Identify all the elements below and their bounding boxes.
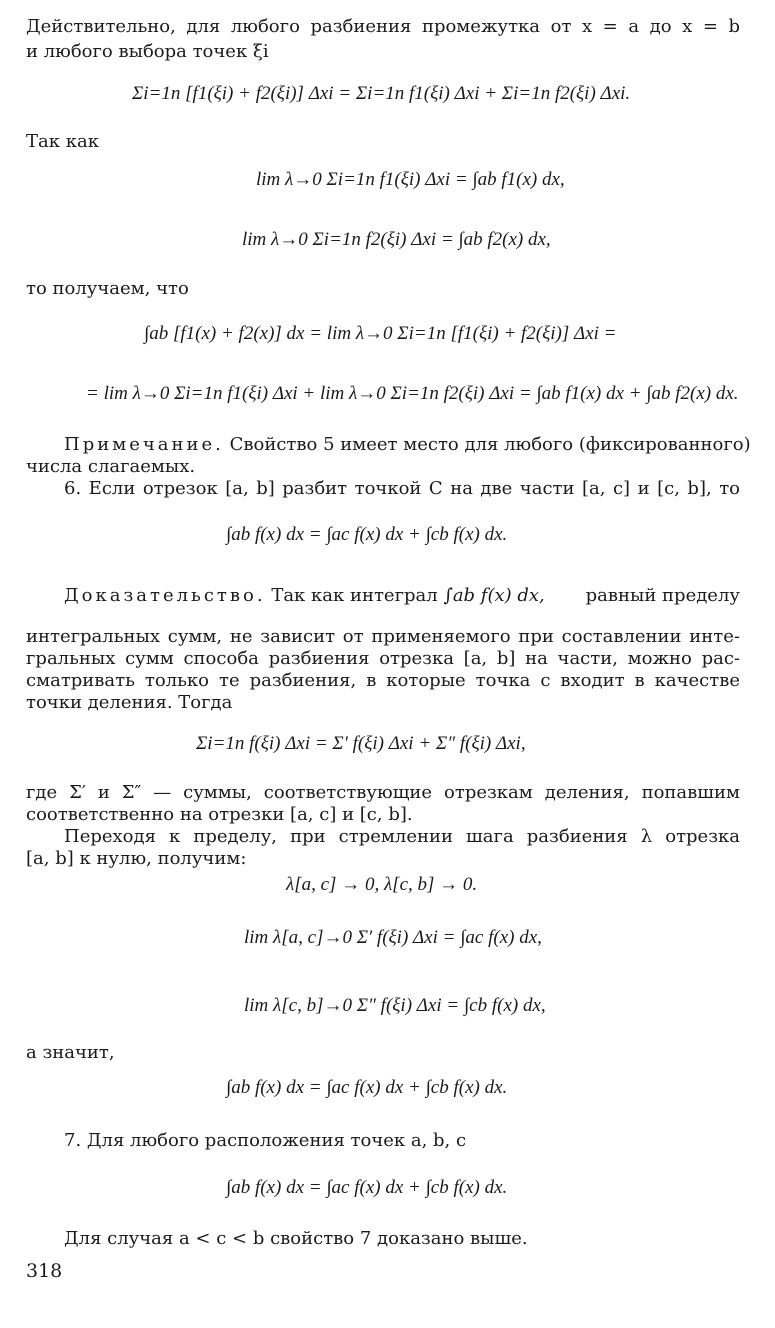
limit-line-1: Переходя к пределу, при стремлении шага разбиения λ отрезка	[64, 826, 740, 847]
property-6-equation: ∫ab f(x) dx = ∫ac f(x) dx + ∫cb f(x) dx.	[226, 524, 508, 545]
intro-line-1: Действительно, для любого разбиения промежутка от x = a до x = b	[26, 16, 740, 37]
note-line-2: числа слагаемых.	[26, 456, 196, 477]
equation-result-line-1: ∫ab [f1(x) + f2(x)] dx = lim λ→0 Σi=1n [f1(ξi) + f2(ξi)] Δxi =	[144, 323, 617, 344]
where-line-2: соответственно на отрезки [a, c] и [c, b].	[26, 804, 413, 825]
closing-line: Для случая a < c < b свойство 7 доказано выше.	[64, 1228, 528, 1249]
proof-line-3: гральных сумм способа разбиения отрезка [a, b] на части, можно рас-	[26, 648, 740, 669]
page-number: 318	[26, 1260, 63, 1282]
equation-sum-split-c: Σi=1n f(ξi) Δxi = Σ′ f(ξi) Δxi + Σ″ f(ξi) Δxi,	[196, 733, 526, 754]
proof-line-1	[64, 585, 740, 607]
proof-text-a: Так как интеграл	[271, 585, 438, 606]
equation-sum-split: Σi=1n [f1(ξi) + f2(ξi)] Δxi = Σi=1n f1(ξi) Δxi + Σi=1n f2(ξi) Δxi.	[132, 83, 631, 104]
proof-line-4: сматривать только те разбиения, в которые точка c входит в качестве	[26, 670, 740, 691]
note-line-1	[64, 434, 751, 456]
where-line-1: где Σ′ и Σ″ — суммы, соответствующие отрезкам деления, попавшим	[26, 782, 740, 803]
we-get-text: то получаем, что	[26, 278, 189, 299]
equation-final: ∫ab f(x) dx = ∫ac f(x) dx + ∫cb f(x) dx.	[226, 1077, 508, 1098]
equation-limit-f2: lim λ→0 Σi=1n f2(ξi) Δxi = ∫ab f2(x) dx,	[242, 229, 551, 250]
proof-text-c: равный пределу	[585, 585, 740, 606]
proof-line-5: точки деления. Тогда	[26, 692, 233, 713]
proof-label: Доказательство.	[64, 585, 266, 606]
equation-lambda: λ[a, c] → 0, λ[c, b] → 0.	[286, 874, 478, 895]
proof-integral: ∫ab f(x) dx,	[443, 585, 545, 606]
equation-result-line-2: = lim λ→0 Σi=1n f1(ξi) Δxi + lim λ→0 Σi=1n f2(ξi) Δxi = ∫ab f1(x) dx + ∫ab f2(x) dx.	[86, 383, 739, 404]
note-label: Примечание.	[64, 434, 224, 455]
note-text: Свойство 5 имеет место для любого (фиксированного)	[229, 434, 751, 455]
limit-line-2: [a, b] к нулю, получим:	[26, 848, 247, 869]
property-6-statement: 6. Если отрезок [a, b] разбит точкой C на две части [a, c] и [c, b], то	[64, 478, 740, 499]
equation-limit-sigma-1: lim λ[a, c]→0 Σ′ f(ξi) Δxi = ∫ac f(x) dx,	[244, 927, 542, 948]
property-7-equation: ∫ab f(x) dx = ∫ac f(x) dx + ∫cb f(x) dx.	[226, 1177, 508, 1198]
equation-limit-f1: lim λ→0 Σi=1n f1(ξi) Δxi = ∫ab f1(x) dx,	[256, 169, 565, 190]
proof-line-2: интегральных сумм, не зависит от применяемого при составлении инте-	[26, 626, 740, 647]
therefore-text: а значит,	[26, 1042, 115, 1063]
equation-limit-sigma-2: lim λ[c, b]→0 Σ″ f(ξi) Δxi = ∫cb f(x) dx,	[244, 995, 546, 1016]
intro-line-2: и любого выбора точек ξi	[26, 41, 269, 62]
since-text: Так как	[26, 131, 99, 152]
property-7-statement: 7. Для любого расположения точек a, b, c	[64, 1130, 467, 1151]
